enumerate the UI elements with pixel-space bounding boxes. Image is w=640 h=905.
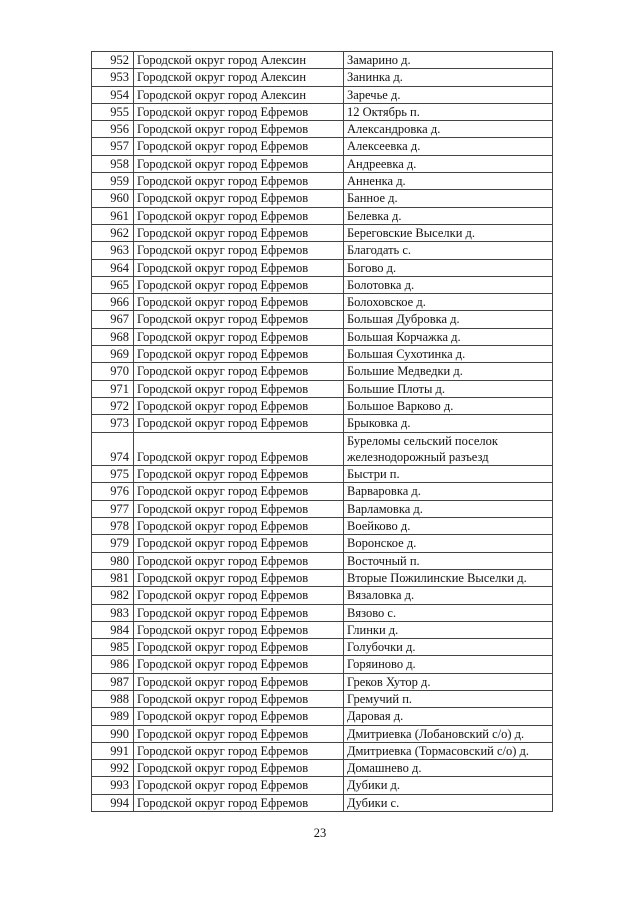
row-number: 976 xyxy=(92,483,134,500)
district-cell: Городской округ город Ефремов xyxy=(134,363,344,380)
table-row xyxy=(92,121,553,138)
district-cell: Городской округ город Ефремов xyxy=(134,397,344,414)
table-row xyxy=(92,690,553,707)
district-cell: Городской округ город Ефремов xyxy=(134,535,344,552)
table-row xyxy=(92,69,553,86)
settlement-cell: Большая Дубровка д. xyxy=(344,311,553,328)
district-cell: Городской округ город Ефремов xyxy=(134,483,344,500)
district-cell: Городской округ город Ефремов xyxy=(134,466,344,483)
settlement-cell: Вязово с. xyxy=(344,604,553,621)
table-row xyxy=(92,794,553,811)
table-row xyxy=(92,224,553,241)
district-cell: Городской округ город Ефремов xyxy=(134,432,344,466)
table-row xyxy=(92,276,553,293)
district-cell: Городской округ город Ефремов xyxy=(134,639,344,656)
row-number: 953 xyxy=(92,69,134,86)
settlement-cell: Замарино д. xyxy=(344,52,553,69)
settlement-cell: Болотовка д. xyxy=(344,276,553,293)
district-cell: Городской округ город Ефремов xyxy=(134,346,344,363)
district-cell: Городской округ город Ефремов xyxy=(134,552,344,569)
row-number: 981 xyxy=(92,569,134,586)
row-number: 973 xyxy=(92,415,134,432)
table-row xyxy=(92,535,553,552)
district-cell: Городской округ город Ефремов xyxy=(134,190,344,207)
district-cell: Городской округ город Ефремов xyxy=(134,569,344,586)
table-row xyxy=(92,483,553,500)
district-cell: Городской округ город Ефремов xyxy=(134,294,344,311)
table-row xyxy=(92,242,553,259)
table-row xyxy=(92,604,553,621)
settlement-cell: Брыковка д. xyxy=(344,415,553,432)
table-row xyxy=(92,466,553,483)
settlement-cell: Болоховское д. xyxy=(344,294,553,311)
district-cell: Городской округ город Ефремов xyxy=(134,500,344,517)
row-number: 954 xyxy=(92,86,134,103)
table-row xyxy=(92,673,553,690)
settlement-cell: Александровка д. xyxy=(344,121,553,138)
settlements-table xyxy=(91,51,553,812)
table-row xyxy=(92,621,553,638)
settlement-cell: Дмитриевка (Тормасовский с/о) д. xyxy=(344,742,553,759)
table-row xyxy=(92,138,553,155)
settlement-cell: Быстри п. xyxy=(344,466,553,483)
row-number: 978 xyxy=(92,518,134,535)
district-cell: Городской округ город Ефремов xyxy=(134,742,344,759)
settlement-cell: Анненка д. xyxy=(344,173,553,190)
district-cell: Городской округ город Ефремов xyxy=(134,518,344,535)
district-cell: Городской округ город Ефремов xyxy=(134,328,344,345)
table-row xyxy=(92,259,553,276)
settlement-cell: Вязаловка д. xyxy=(344,587,553,604)
settlement-cell: Восточный п. xyxy=(344,552,553,569)
district-cell: Городской округ город Ефремов xyxy=(134,777,344,794)
settlement-cell: Большая Корчажка д. xyxy=(344,328,553,345)
row-number: 964 xyxy=(92,259,134,276)
row-number: 980 xyxy=(92,552,134,569)
table-body xyxy=(92,52,553,812)
table-row xyxy=(92,346,553,363)
row-number: 974 xyxy=(92,432,134,466)
district-cell: Городской округ город Ефремов xyxy=(134,155,344,172)
row-number: 988 xyxy=(92,690,134,707)
settlement-cell: Береговские Выселки д. xyxy=(344,224,553,241)
row-number: 969 xyxy=(92,346,134,363)
district-cell: Городской округ город Ефремов xyxy=(134,673,344,690)
district-cell: Городской округ город Ефремов xyxy=(134,311,344,328)
table-row xyxy=(92,432,553,466)
settlement-cell: Греков Хутор д. xyxy=(344,673,553,690)
table-row xyxy=(92,760,553,777)
table-row xyxy=(92,777,553,794)
row-number: 977 xyxy=(92,500,134,517)
row-number: 987 xyxy=(92,673,134,690)
row-number: 961 xyxy=(92,207,134,224)
row-number: 992 xyxy=(92,760,134,777)
district-cell: Городской округ город Алексин xyxy=(134,86,344,103)
district-cell: Городской округ город Ефремов xyxy=(134,380,344,397)
district-cell: Городской округ город Ефремов xyxy=(134,121,344,138)
settlement-cell: Большие Плоты д. xyxy=(344,380,553,397)
settlement-cell: Голубочки д. xyxy=(344,639,553,656)
district-cell: Городской округ город Ефремов xyxy=(134,690,344,707)
settlement-cell: Банное д. xyxy=(344,190,553,207)
row-number: 958 xyxy=(92,155,134,172)
table-row xyxy=(92,294,553,311)
row-number: 989 xyxy=(92,708,134,725)
row-number: 993 xyxy=(92,777,134,794)
table-row xyxy=(92,725,553,742)
row-number: 984 xyxy=(92,621,134,638)
table-row xyxy=(92,569,553,586)
district-cell: Городской округ город Ефремов xyxy=(134,708,344,725)
settlement-cell: Заречье д. xyxy=(344,86,553,103)
settlement-cell: Большое Варково д. xyxy=(344,397,553,414)
row-number: 965 xyxy=(92,276,134,293)
table-row xyxy=(92,155,553,172)
settlement-cell: Гремучий п. xyxy=(344,690,553,707)
table-row xyxy=(92,103,553,120)
row-number: 986 xyxy=(92,656,134,673)
district-cell: Городской округ город Ефремов xyxy=(134,242,344,259)
settlement-cell: Глинки д. xyxy=(344,621,553,638)
settlement-cell: Воронское д. xyxy=(344,535,553,552)
row-number: 982 xyxy=(92,587,134,604)
district-cell: Городской округ город Ефремов xyxy=(134,760,344,777)
table-row xyxy=(92,552,553,569)
district-cell: Городской округ город Ефремов xyxy=(134,794,344,811)
table-row xyxy=(92,656,553,673)
district-cell: Городской округ город Ефремов xyxy=(134,656,344,673)
row-number: 967 xyxy=(92,311,134,328)
row-number: 975 xyxy=(92,466,134,483)
settlement-cell: Дмитриевка (Лобановский с/о) д. xyxy=(344,725,553,742)
district-cell: Городской округ город Ефремов xyxy=(134,259,344,276)
table-row xyxy=(92,397,553,414)
row-number: 979 xyxy=(92,535,134,552)
row-number: 962 xyxy=(92,224,134,241)
settlement-cell: Андреевка д. xyxy=(344,155,553,172)
district-cell: Городской округ город Ефремов xyxy=(134,276,344,293)
row-number: 956 xyxy=(92,121,134,138)
district-cell: Городской округ город Ефремов xyxy=(134,173,344,190)
row-number: 994 xyxy=(92,794,134,811)
table-row xyxy=(92,207,553,224)
settlement-cell: Большая Сухотинка д. xyxy=(344,346,553,363)
row-number: 968 xyxy=(92,328,134,345)
table-row xyxy=(92,742,553,759)
settlement-cell: Большие Медведки д. xyxy=(344,363,553,380)
table-row xyxy=(92,500,553,517)
table-row xyxy=(92,52,553,69)
district-cell: Городской округ город Ефремов xyxy=(134,415,344,432)
district-cell: Городской округ город Ефремов xyxy=(134,604,344,621)
row-number: 963 xyxy=(92,242,134,259)
table-row xyxy=(92,190,553,207)
district-cell: Городской округ город Алексин xyxy=(134,52,344,69)
settlement-cell: Занинка д. xyxy=(344,69,553,86)
settlement-cell: Буреломы сельский поселок железнодорожный разъезд xyxy=(344,432,553,466)
settlement-cell: Горяиново д. xyxy=(344,656,553,673)
settlement-cell: Варламовка д. xyxy=(344,500,553,517)
row-number: 990 xyxy=(92,725,134,742)
settlement-cell: 12 Октябрь п. xyxy=(344,103,553,120)
row-number: 952 xyxy=(92,52,134,69)
district-cell: Городской округ город Ефремов xyxy=(134,103,344,120)
table-row xyxy=(92,311,553,328)
settlement-cell: Алексеевка д. xyxy=(344,138,553,155)
settlement-cell: Дубики с. xyxy=(344,794,553,811)
settlement-cell: Дубики д. xyxy=(344,777,553,794)
table-row xyxy=(92,328,553,345)
row-number: 991 xyxy=(92,742,134,759)
row-number: 983 xyxy=(92,604,134,621)
row-number: 971 xyxy=(92,380,134,397)
page-number: 23 xyxy=(313,826,327,840)
district-cell: Городской округ город Ефремов xyxy=(134,621,344,638)
table-row xyxy=(92,380,553,397)
settlement-cell: Варваровка д. xyxy=(344,483,553,500)
settlement-cell: Воейково д. xyxy=(344,518,553,535)
row-number: 985 xyxy=(92,639,134,656)
district-cell: Городской округ город Алексин xyxy=(134,69,344,86)
district-cell: Городской округ город Ефремов xyxy=(134,224,344,241)
row-number: 970 xyxy=(92,363,134,380)
row-number: 955 xyxy=(92,103,134,120)
row-number: 957 xyxy=(92,138,134,155)
table-row xyxy=(92,363,553,380)
row-number: 960 xyxy=(92,190,134,207)
table-row xyxy=(92,518,553,535)
settlement-cell: Домашнево д. xyxy=(344,760,553,777)
settlement-cell: Даровая д. xyxy=(344,708,553,725)
settlement-cell: Благодать с. xyxy=(344,242,553,259)
row-number: 972 xyxy=(92,397,134,414)
district-cell: Городской округ город Ефремов xyxy=(134,207,344,224)
district-cell: Городской округ город Ефремов xyxy=(134,587,344,604)
table-row xyxy=(92,587,553,604)
settlement-cell: Белевка д. xyxy=(344,207,553,224)
district-cell: Городской округ город Ефремов xyxy=(134,725,344,742)
table-row xyxy=(92,708,553,725)
settlement-cell: Вторые Пожилинские Выселки д. xyxy=(344,569,553,586)
row-number: 959 xyxy=(92,173,134,190)
district-cell: Городской округ город Ефремов xyxy=(134,138,344,155)
table-row xyxy=(92,415,553,432)
settlement-cell: Богово д. xyxy=(344,259,553,276)
table-row xyxy=(92,173,553,190)
table-row xyxy=(92,639,553,656)
row-number: 966 xyxy=(92,294,134,311)
table-row xyxy=(92,86,553,103)
